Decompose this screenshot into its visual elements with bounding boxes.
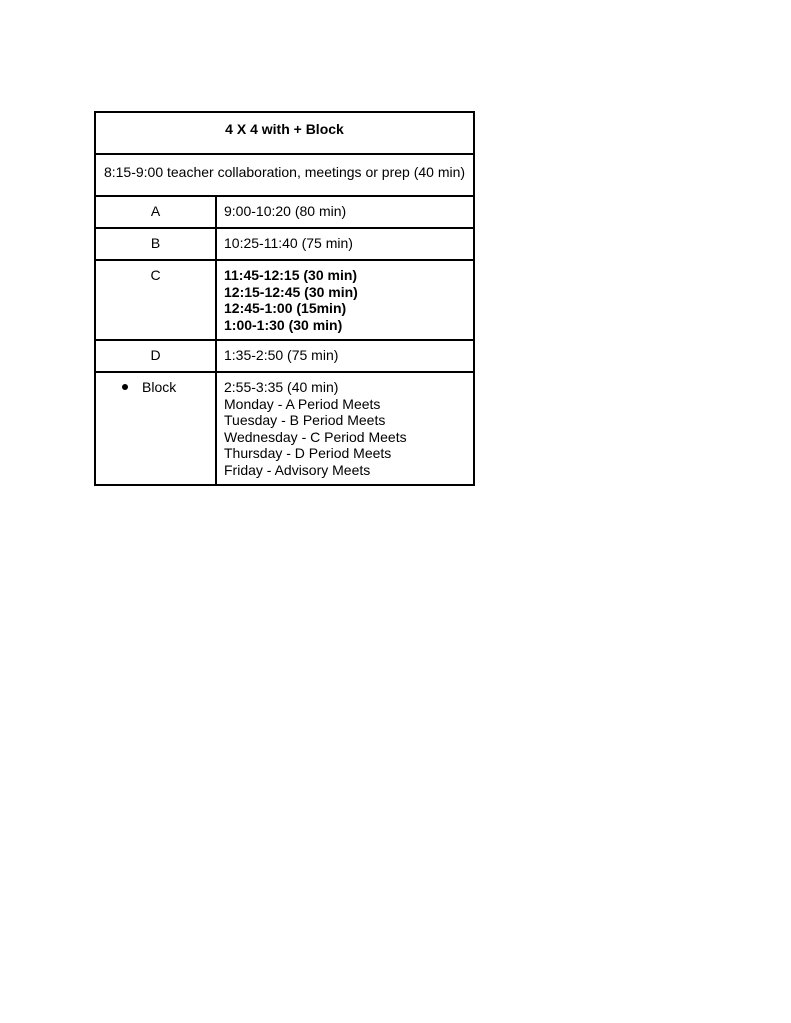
period-time-cell	[216, 372, 474, 485]
period-time: 1:35-2:50 (75 min)	[224, 347, 339, 363]
period-time: 11:45-12:15 (30 min)	[224, 267, 358, 283]
block-day-line: Friday - Advisory Meets	[224, 461, 371, 478]
period-time-cell	[216, 340, 474, 372]
period-label-cell	[95, 340, 216, 372]
block-day-line: Thursday - D Period Meets	[224, 445, 392, 461]
period-time: 12:45-1:00 (15min)	[224, 300, 347, 316]
period-time: 12:15-12:45 (30 min)	[224, 283, 358, 300]
table-row	[95, 340, 474, 372]
period-label: D	[150, 347, 161, 363]
period-time-cell	[216, 228, 474, 260]
table-title: 4 X 4 with + Block	[225, 120, 344, 137]
collaboration-cell	[95, 154, 474, 196]
schedule-table	[94, 111, 475, 486]
period-label: A	[150, 203, 161, 219]
period-time-cell	[216, 196, 474, 228]
period-label-cell	[95, 228, 216, 260]
period-time: 9:00-10:20 (80 min)	[224, 203, 347, 219]
table-row	[95, 228, 474, 260]
block-day-line: Monday - A Period Meets	[224, 395, 381, 412]
period-time: 2:55-3:35 (40 min)	[224, 379, 339, 395]
period-time-cell	[216, 260, 474, 340]
table-title-cell	[95, 112, 474, 154]
period-time: 10:25-11:40 (75 min)	[224, 235, 353, 251]
block-day-line: Wednesday - C Period Meets	[224, 428, 407, 445]
period-label-cell	[95, 260, 216, 340]
period-label-cell	[95, 196, 216, 228]
table-row	[95, 196, 474, 228]
period-label: B	[150, 235, 161, 251]
collaboration-text: 8:15-9:00 teacher collaboration, meetings or prep (40 min)	[103, 163, 466, 180]
block-day-line: Tuesday - B Period Meets	[224, 412, 386, 428]
period-time: 1:00-1:30 (30 min)	[224, 316, 343, 333]
period-label: Block	[142, 379, 177, 395]
title-row	[95, 112, 474, 154]
bullet-icon	[122, 384, 128, 390]
period-label-cell	[95, 372, 216, 485]
collaboration-row	[95, 154, 474, 196]
table-row	[95, 372, 474, 485]
table-row	[95, 260, 474, 340]
period-label: C	[150, 267, 161, 283]
